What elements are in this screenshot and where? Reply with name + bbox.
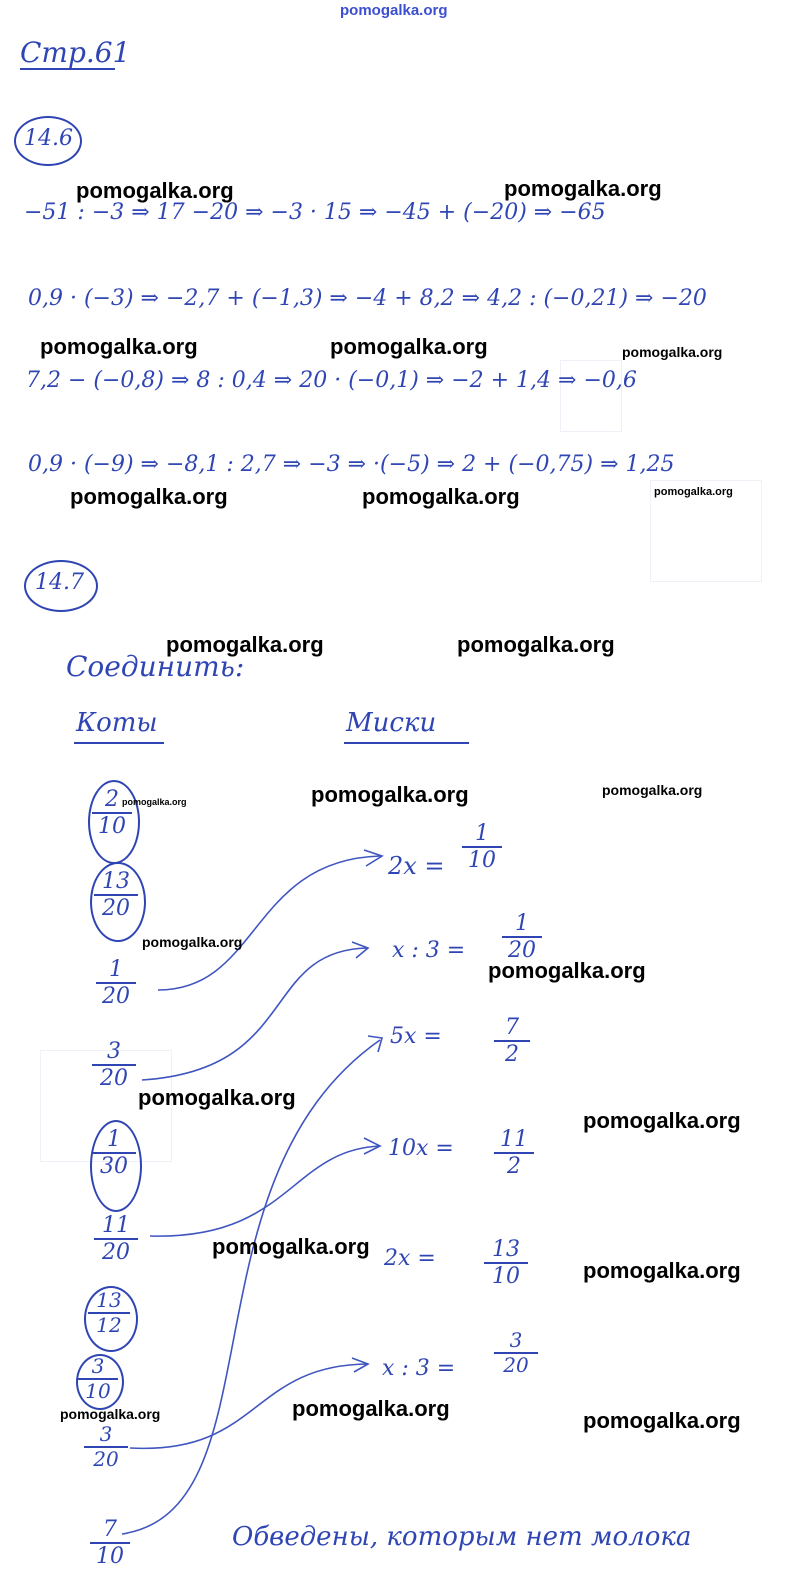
cat-fraction: 3 10 [78, 1356, 118, 1402]
watermark: pomogalka.org [138, 1085, 296, 1110]
footer-note: Обведены, которым нет молока [232, 1522, 692, 1552]
bowl-equation-fraction: 7 2 [494, 1016, 530, 1066]
page-reference: Стр.61 [20, 36, 131, 69]
cat-fraction: 13 20 [94, 870, 138, 920]
watermark: pomogalka.org [654, 486, 733, 498]
watermark: pomogalka.org [330, 334, 488, 359]
arrow-cat-1-20-to-2x [158, 856, 380, 990]
bowl-equation-lhs: 10x = [388, 1136, 454, 1161]
watermark: pomogalka.org [362, 484, 520, 509]
arrow-cat-7-10-to-5x [122, 1040, 380, 1534]
column-left-label: Коты [76, 708, 158, 738]
bowl-equation-fraction: 1 10 [462, 822, 502, 872]
calc-chain-2: 0,9 · (−3) ⇒ −2,7 + (−1,3) ⇒ −4 + 8,2 ⇒ 4,2 : (−0,21) ⇒ −20 [28, 286, 707, 311]
watermark: pomogalka.org [504, 176, 662, 201]
watermark: pomogalka.org [488, 958, 646, 983]
calc-chain-4: 0,9 · (−9) ⇒ −8,1 : 2,7 ⇒ −3 ⇒ ·(−5) ⇒ 2 + (−0,75) ⇒ 1,25 [28, 452, 675, 477]
column-right-label: Миски [346, 708, 437, 738]
watermark: pomogalka.org [76, 178, 234, 203]
watermark: pomogalka.org [311, 782, 469, 807]
cat-fraction: 7 10 [90, 1518, 130, 1568]
watermark: pomogalka.org [457, 632, 615, 657]
bowl-equation-lhs: 2x = [384, 1246, 436, 1271]
bowl-equation-fraction: 13 10 [484, 1238, 528, 1288]
watermark: pomogalka.org [622, 344, 723, 360]
arrow-cat-3-20-to-x3 [142, 948, 368, 1080]
cat-fraction: 13 12 [88, 1290, 130, 1336]
bowl-equation-lhs: 2x = [388, 852, 445, 880]
cat-fraction: 3 20 [84, 1424, 128, 1470]
watermark: pomogalka.org [602, 782, 703, 798]
watermark: pomogalka.org [166, 632, 324, 657]
watermark: pomogalka.org [292, 1396, 450, 1421]
bowl-equation-fraction: 11 2 [494, 1128, 534, 1178]
watermark: pomogalka.org [122, 797, 187, 807]
watermark: pomogalka.org [583, 1108, 741, 1133]
watermark: pomogalka.org [142, 934, 243, 950]
calc-chain-3: 7,2 − (−0,8) ⇒ 8 : 0,4 ⇒ 20 · (−0,1) ⇒ −2 + 1,4 ⇒ −0,6 [26, 368, 637, 393]
bowl-equation-fraction: 1 20 [502, 912, 542, 962]
exercise-number-14-6: 14.6 [24, 126, 73, 151]
bowl-equation-lhs: x : 3 = [392, 938, 466, 963]
watermark: pomogalka.org [70, 484, 228, 509]
bowl-equation-lhs: 5x = [390, 1024, 442, 1049]
cat-fraction: 1 30 [92, 1128, 136, 1178]
arrow-cat-11-20-to-10x [150, 1146, 380, 1236]
site-watermark-top: pomogalka.org [340, 2, 448, 19]
cat-fraction: 1 20 [96, 958, 136, 1008]
watermark: pomogalka.org [583, 1258, 741, 1283]
instruction: Соединить: [66, 650, 245, 683]
cat-fraction: 3 20 [92, 1040, 136, 1090]
bowl-equation-fraction: 3 20 [494, 1330, 538, 1376]
watermark: pomogalka.org [60, 1406, 161, 1422]
arrowhead [352, 942, 368, 958]
cat-fraction: 2 10 [92, 788, 132, 838]
watermark: pomogalka.org [40, 334, 198, 359]
calc-chain-1: −51 : −3 ⇒ 17 −20 ⇒ −3 · 15 ⇒ −45 + (−20) ⇒ −65 [24, 200, 606, 225]
exercise-number-14-7: 14.7 [35, 570, 84, 595]
arrowhead [364, 850, 382, 866]
cat-fraction: 11 20 [94, 1214, 138, 1264]
watermark: pomogalka.org [583, 1408, 741, 1433]
watermark: pomogalka.org [212, 1234, 370, 1259]
bowl-equation-lhs: x : 3 = [382, 1356, 456, 1381]
